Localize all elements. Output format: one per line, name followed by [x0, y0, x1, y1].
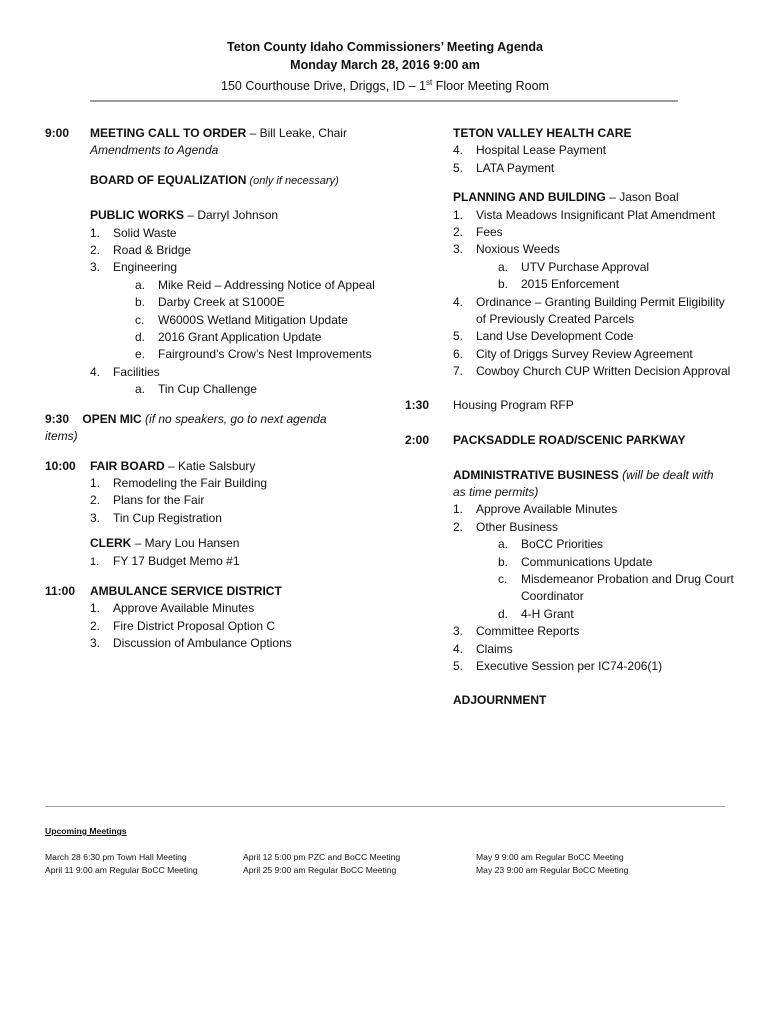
footer-divider — [45, 806, 725, 807]
list-item: e. Fairground’s Crow’s Nest Improvements — [135, 347, 372, 362]
list-item: c. W6000S Wetland Mitigation Update — [135, 312, 348, 327]
list-item: 1. Vista Meadows Insignificant Plat Amendment — [453, 207, 716, 222]
upcoming-item: April 25 9:00 am Regular BoCC Meeting — [243, 865, 397, 875]
list-item: d. 4-H Grant — [498, 606, 574, 621]
left-column — [45, 125, 385, 653]
list-item: 3. Noxious Weeds — [453, 242, 560, 257]
list-item: 5. Executive Session per IC74-206(1) — [453, 658, 663, 673]
list-item: 3. Engineering — [90, 260, 178, 275]
list-item: b. Communications Update — [498, 554, 653, 569]
list-item: d. 2016 Grant Application Update — [135, 330, 322, 345]
packsaddle-section: 2:00 PACKSADDLE ROAD/SCENIC PARKWAY — [405, 433, 686, 448]
list-item: 2. Fees — [453, 225, 503, 240]
upcoming-col-2 — [243, 851, 400, 877]
list-item: c. Misdemeanor Probation and Drug Court Coordinator — [498, 571, 734, 604]
equalization-section: BOARD OF EQUALIZATION (only if necessary) — [90, 172, 339, 187]
list-item: 7. Cowboy Church CUP Written Decision Approval — [453, 364, 731, 379]
list-item: b. 2015 Enforcement — [498, 277, 620, 292]
meeting-date: Monday March 28, 2016 9:00 am — [290, 58, 480, 72]
health-care-section: TETON VALLEY HEALTH CARE 4. Hospital Lease Payment 5. LATA Payment — [453, 125, 735, 177]
list-item: 2. Plans for the Fair — [90, 493, 205, 508]
fair-board-section: 10:00 FAIR BOARD – Katie Salsbury 1. Remodeling the Fair Building 2. Plans for the Fair 3. Tin Cup Registration — [45, 458, 385, 528]
planning-section: PLANNING AND BUILDING – Jason Boal 1. Vista Meadows Insignificant Plat Amendment 2. Fees 3. Noxious Weeds a. UTV Purchase Approval b. 2015 Enforcement 4. Ordinance – Granting Building Permit Eligibility of Previously Created Parcels 5. Land Use Development Code 6. City of Driggs Survey Review Agreement 7. Cowboy Church CUP Written Decision Approval — [453, 189, 735, 380]
upcoming-item: April 11 9:00 am Regular BoCC Meeting — [45, 865, 198, 875]
adjournment: ADJOURNMENT — [453, 693, 547, 708]
upcoming-col-3 — [476, 851, 628, 877]
list-item: 6. City of Driggs Survey Review Agreement — [453, 346, 693, 361]
list-item: b. Darby Creek at S1000E — [135, 295, 285, 310]
right-column — [405, 125, 735, 710]
meeting-location: 150 Courthouse Drive, Driggs, ID – 1st Floor Meeting Room — [221, 78, 549, 94]
list-item: 1. Approve Available Minutes — [453, 502, 618, 517]
public-works-section: PUBLIC WORKS – Darryl Johnson 1. Solid Waste 2. Road & Bridge 3. Engineering a. Mike Reid – Addressing Notice of Appeal b. Darby Creek at S1000E c. W6000S Wetland Mitigation Update d. 2016 Grant Application Update e. Fairground’s Crow’s Nest Improvements 4. Facilities a. Tin Cup Challenge — [90, 207, 385, 398]
upcoming-item: May 9 9:00 am Regular BoCC Meeting — [476, 852, 624, 862]
list-item: 4. Facilities — [90, 364, 160, 379]
upcoming-item: April 12 5:00 pm PZC and BoCC Meeting — [243, 852, 401, 862]
upcoming-title: Upcoming Meetings — [45, 826, 127, 836]
ambulance-section: 11:00 AMBULANCE SERVICE DISTRICT 1. Approve Available Minutes 2. Fire District Proposal Option C 3. Discussion of Ambulance Options — [45, 583, 385, 653]
list-item: 1. Approve Available Minutes — [90, 601, 255, 616]
list-item: 1. FY 17 Budget Memo #1 — [90, 553, 240, 568]
agenda-header — [0, 38, 770, 95]
open-mic-section: 9:30 OPEN MIC (if no speakers, go to next agenda items) — [45, 411, 327, 444]
agenda-title: Teton County Idaho Commissioners’ Meeting Agenda — [227, 40, 543, 54]
list-item: 1. Solid Waste — [90, 225, 177, 240]
list-item: a. Tin Cup Challenge — [135, 382, 257, 397]
call-subtitle: Amendments to Agenda — [90, 143, 219, 158]
list-item: 5. Land Use Development Code — [453, 329, 634, 344]
list-item: 2. Road & Bridge — [90, 243, 192, 258]
list-item: 3. Discussion of Ambulance Options — [90, 636, 292, 651]
list-item: 4. Ordinance – Granting Building Permit Eligibility of Previously Created Parcels — [453, 294, 725, 327]
list-item: a. UTV Purchase Approval — [498, 259, 650, 274]
list-item: 4. Claims — [453, 641, 513, 656]
list-item: 5. LATA Payment — [453, 160, 555, 175]
housing-section: 1:30 Housing Program RFP — [405, 397, 574, 412]
call-to-order-section: 9:00 MEETING CALL TO ORDER – Bill Leake, Chair Amendments to Agenda — [45, 125, 385, 160]
upcoming-item: May 23 9:00 am Regular BoCC Meeting — [476, 865, 629, 875]
list-item: 4. Hospital Lease Payment — [453, 143, 607, 158]
clerk-section: CLERK – Mary Lou Hansen 1. FY 17 Budget Memo #1 — [90, 535, 385, 571]
call-title: MEETING CALL TO ORDER — [90, 126, 247, 140]
list-item: a. BoCC Priorities — [498, 537, 604, 552]
header-divider — [90, 100, 678, 102]
list-item: 2. Other Business — [453, 519, 559, 534]
upcoming-col-1 — [45, 851, 198, 877]
list-item: 3. Committee Reports — [453, 624, 580, 639]
list-item: 1. Remodeling the Fair Building — [90, 475, 268, 490]
list-item: 2. Fire District Proposal Option C — [90, 618, 276, 633]
list-item: 3. Tin Cup Registration — [90, 510, 222, 525]
call-time: 9:00 — [45, 126, 70, 140]
upcoming-item: March 28 6:30 pm Town Hall Meeting — [45, 852, 187, 862]
administrative-section: ADMINISTRATIVE BUSINESS (will be dealt with as time permits) 1. Approve Available Minutes 2. Other Business a. BoCC Priorities b. Communications Update c. Misdemeanor Probation and Drug Court Coordinator d. 4-H Grant 3. Committee Reports 4. Claims 5. Executive Session per IC74-206(1) — [453, 467, 735, 676]
list-item: a. Mike Reid – Addressing Notice of Appeal — [135, 277, 375, 292]
